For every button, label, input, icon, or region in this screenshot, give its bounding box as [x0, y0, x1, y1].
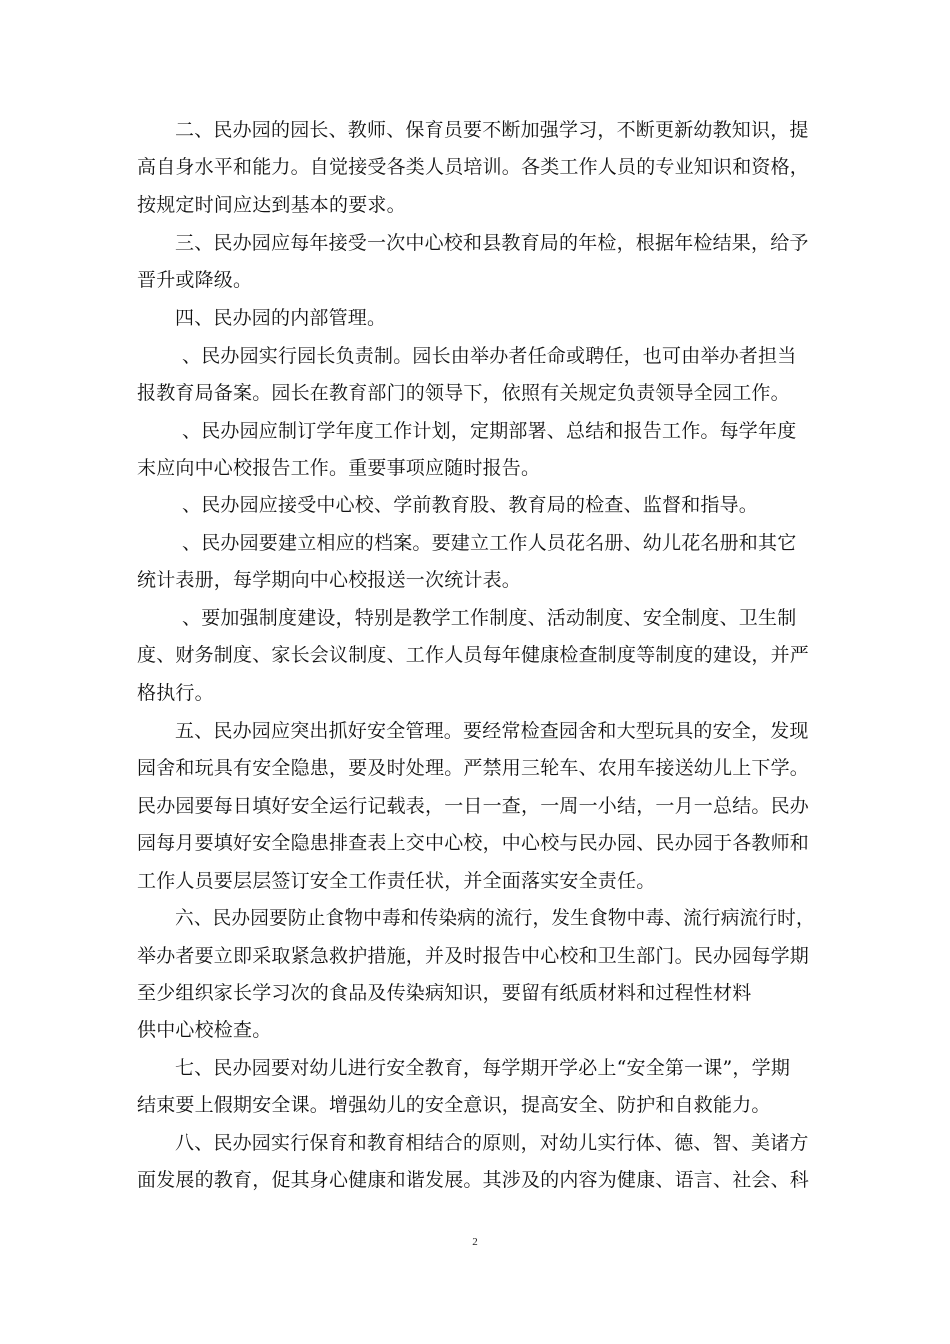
text-line: 、民办园应制订学年度工作计划，定期部署、总结和报告工作。每学年度: [182, 420, 797, 442]
text-line: 园舍和玩具有安全隐患，要及时处理。严禁用三轮车、农用车接送幼儿上下学。: [137, 757, 810, 779]
text-line: 三、民办园应每年接受一次中心校和县教育局的年检，根据年检结果，给予: [175, 232, 809, 254]
text-line: 民办园要每日填好安全运行记载表，一日一查，一周一小结，一月一总结。民办: [137, 795, 810, 817]
text-line: 、要加强制度建设，特别是教学工作制度、活动制度、安全制度、卫生制: [182, 607, 797, 629]
text-line: 、民办园要建立相应的档案。要建立工作人员花名册、幼儿花名册和其它: [182, 532, 797, 554]
text-line: 统计表册，每学期向中心校报送一次统计表。: [137, 569, 522, 591]
text-line: 六、民办园要防止食物中毒和传染病的流行，发生食物中毒、流行病流行时，: [175, 907, 815, 929]
text-line: 晋升或降级。: [137, 269, 253, 291]
text-line: 举办者要立即采取紧急救护措施，并及时报告中心校和卫生部门。民办园每学期: [137, 945, 810, 967]
text-line: 四、民办园的内部管理。: [175, 307, 387, 329]
text-line: 工作人员要层层签订安全工作责任状，并全面落实安全责任。: [137, 870, 656, 892]
text-line: 二、民办园的园长、教师、保育员要不断加强学习，不断更新幼教知识，提: [175, 119, 809, 141]
text-line: 、民办园实行园长负责制。园长由举办者任命或聘任，也可由举办者担当: [182, 345, 797, 367]
text-line: 至少组织家长学习次的食品及传染病知识，要留有纸质材料和过程性材料: [137, 982, 752, 1004]
text-line: 七、民办园要对幼儿进行安全教育，每学期开学必上“安全第一课”，学期: [175, 1057, 791, 1079]
text-line: 结束要上假期安全课。增强幼儿的安全意识，提高安全、防护和自救能力。: [137, 1094, 771, 1116]
text-line: 高自身水平和能力。自觉接受各类人员培训。各类工作人员的专业知识和资格，: [137, 156, 810, 178]
text-line: 、民办园应接受中心校、学前教育股、教育局的检查、监督和指导。: [182, 494, 759, 516]
text-line: 供中心校检查。: [137, 1019, 272, 1041]
page-number: 2: [472, 1236, 478, 1248]
text-line: 八、民办园实行保育和教育相结合的原则，对幼儿实行体、德、智、美诸方: [175, 1132, 809, 1154]
text-line: 园每月要填好安全隐患排查表上交中心校，中心校与民办园、民办园于各教师和: [137, 832, 810, 854]
text-line: 末应向中心校报告工作。重要事项应随时报告。: [137, 457, 541, 479]
text-line: 格执行。: [137, 682, 214, 704]
text-line: 报教育局备案。园长在教育部门的领导下，依照有关规定负责领导全园工作。: [137, 382, 790, 404]
text-line: 面发展的教育，促其身心健康和谐发展。其涉及的内容为健康、语言、社会、科: [137, 1169, 810, 1191]
text-line: 度、财务制度、家长会议制度、工作人员每年健康检查制度等制度的建设，并严: [137, 644, 810, 666]
text-line: 五、民办园应突出抓好安全管理。要经常检查园舍和大型玩具的安全，发现: [175, 720, 809, 742]
text-line: 按规定时间应达到基本的要求。: [137, 194, 406, 216]
